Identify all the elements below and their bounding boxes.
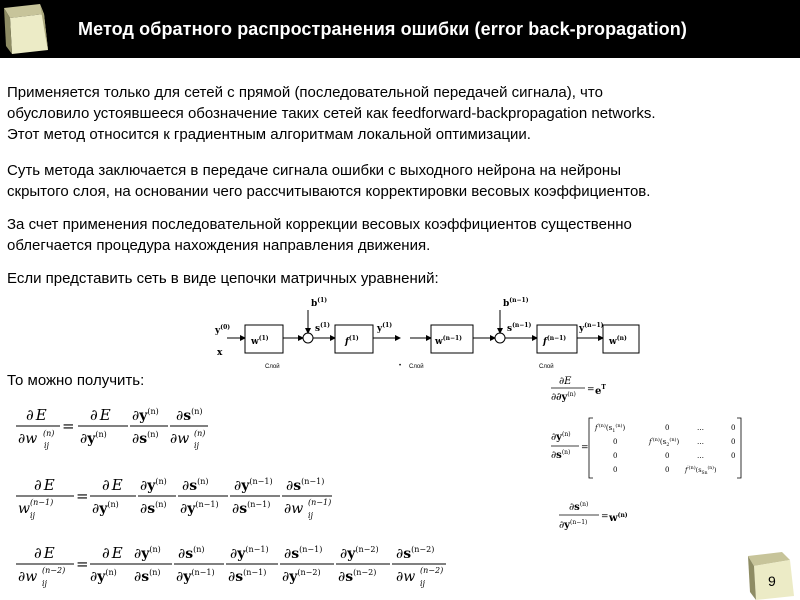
svg-text:∂y(n): $\partial y^{(n)}$ <box>134 545 161 562</box>
svg-text:(n−1): (n−1) <box>30 498 54 507</box>
svg-text:f′(n)(sSn(n)): $f^{'(n)}(s_{Sn}^{(n)})$ <box>685 465 717 476</box>
svg-text:=: = <box>587 385 595 395</box>
svg-text:Слой: Слой <box>265 364 280 370</box>
svg-text:(n−2): (n−2) <box>420 566 444 575</box>
svg-text:∂E: ∂E <box>559 376 572 387</box>
cube-logo-icon <box>0 0 60 58</box>
svg-text:(n): (n) <box>194 429 206 438</box>
svg-text:…: … <box>697 438 704 446</box>
formula-de-dy <box>551 376 606 403</box>
svg-text:∂y(n−1): $\partial y^{(n-1)}$ <box>176 568 215 585</box>
svg-text:(n−2): (n−2) <box>42 566 66 575</box>
svg-text:(n): (n) <box>43 429 55 438</box>
svg-text:0: 0 <box>613 452 618 460</box>
formula-row-1 <box>16 406 208 450</box>
network-diagram <box>205 292 645 372</box>
paragraph-1: Применяется только для сетей с прямой (последовательной передачей сигнала), что обусловило устоявшееся обозначение таких сетей как feedforward-backpropagation networks. Этот метод относится к градиентным алгоритмам локальной оптимизации. <box>7 84 656 143</box>
svg-text:Слой: Слой <box>409 364 424 370</box>
gradient-formulas <box>10 398 460 593</box>
svg-text:b(n−1): $b^{(n-1)}$ <box>503 297 529 309</box>
svg-text:eT: $e^T$ <box>595 384 606 397</box>
svg-text:f(1): $f^{(1)}$ <box>345 335 359 347</box>
svg-text:∂E: ∂ E <box>90 406 111 424</box>
svg-text:s(n−1): $s^{(n-1)}$ <box>507 322 532 334</box>
formula-row-3 <box>16 544 446 588</box>
svg-text:w(n): $w^{(n)}$ <box>609 335 627 347</box>
paragraph-2: Суть метода заключается в передаче сигнала ошибки с выходного нейрона на нейроны скрытого слоя, на основании чего рассчитываются корректировки весовых коэффициентов. <box>7 162 651 200</box>
svg-text:∂s(n): $\partial s^{(n)}$ <box>178 545 205 562</box>
page-number: 9 <box>768 573 776 589</box>
svg-text:∂w: ∂w <box>170 431 190 447</box>
svg-text:s(1): $s^{(1)}$ <box>315 322 330 334</box>
svg-text:ij: ij <box>44 441 50 450</box>
svg-text:∂s(n): $\partial s^{(n)}$ <box>551 449 571 461</box>
svg-text:0: 0 <box>731 438 736 446</box>
svg-text:∂w: ∂w <box>18 431 38 447</box>
slide-title: Метод обратного распространения ошибки (error back-propagation) <box>78 19 687 39</box>
svg-text:Слой: Слой <box>539 364 554 370</box>
svg-text:f(n−1): $f^{(n-1)}$ <box>543 335 567 347</box>
svg-text:ij: ij <box>420 579 426 588</box>
svg-text:∂y(n−2): $\partial y^{(n-2)}$ <box>282 568 321 585</box>
svg-text:=: = <box>581 443 589 453</box>
svg-text:∂y(n): $\partial y^{(n)}$ <box>80 430 107 447</box>
svg-text:∂E: ∂ E <box>26 406 47 424</box>
svg-text:∂y(n): $\partial y^{(n)}$ <box>90 568 117 585</box>
svg-text:∂y(n): $\partial y^{(n)}$ <box>132 407 159 424</box>
svg-text:f′(n)(s2(n)): $f^{'(n)}(s_2^{(n)})$ <box>649 437 680 448</box>
svg-text:(n−1): (n−1) <box>308 498 332 507</box>
svg-text:b(1): $b^{(1)}$ <box>311 297 328 309</box>
svg-text:y(1): $y^{(1)}$ <box>377 322 393 334</box>
svg-text:f′(n)(s1(n)): $f^{'(n)}(s_1^{(n)})$ <box>595 423 626 434</box>
svg-text:∂∂y(n): $\partial\partial y^{(n)}$ <box>551 391 576 403</box>
svg-text:…: … <box>697 452 704 460</box>
formula-row-2 <box>16 476 332 520</box>
svg-text:w(1): $w^{(1)}$ <box>251 335 269 347</box>
formula-ds-dy <box>559 501 628 531</box>
svg-text:∂y(n−1): $\partial y^{(n-1)}$ <box>230 545 269 562</box>
svg-text:∂y(n−1): $\partial y^{(n-1)}$ <box>559 519 588 531</box>
formula-dy-ds <box>551 418 741 478</box>
svg-text:∂E: ∂ E <box>34 476 55 494</box>
paragraph-3: За счет применения последовательной коррекции весовых коэффициентов существенно облегчается процедура нахождения направления движения. <box>7 216 632 254</box>
svg-text:x: x <box>217 348 223 358</box>
svg-text:•: • <box>399 363 402 369</box>
svg-text:y(n−1): $y^{(n-1)}$ <box>579 322 604 334</box>
svg-text:0: 0 <box>665 424 670 432</box>
svg-text:∂y(n): $\partial y^{(n)}$ <box>551 431 571 443</box>
svg-text:∂s(n−1): $\partial s^{(n-1)}$ <box>228 568 267 585</box>
svg-text:∂E: ∂ E <box>102 476 123 494</box>
svg-text:y(0): $y^{(0)}$ <box>215 324 231 336</box>
svg-text:∂y(n−1): $\partial y^{(n-1)}$ <box>234 477 273 494</box>
derivative-formulas <box>545 372 795 537</box>
svg-text:∂s(n−2): $\partial s^{(n-2)}$ <box>338 568 377 585</box>
svg-text:∂w: ∂w <box>284 501 304 517</box>
svg-text:ij: ij <box>308 511 314 520</box>
svg-text:0: 0 <box>731 452 736 460</box>
paragraph-4: Если представить сеть в виде цепочки матричных уравнений: <box>7 270 439 287</box>
svg-text:∂s(n): $\partial s^{(n)}$ <box>140 500 167 517</box>
svg-text:w(n−1): $w^{(n-1)}$ <box>435 335 462 347</box>
svg-text:0: 0 <box>665 452 670 460</box>
svg-text:∂w: ∂w <box>396 569 416 585</box>
svg-text:∂s(n): $\partial s^{(n)}$ <box>176 407 203 424</box>
svg-text:∂E: ∂ E <box>102 544 123 562</box>
svg-text:…: … <box>697 424 704 432</box>
slide-header <box>0 0 800 58</box>
svg-text:=: = <box>76 555 89 573</box>
svg-text:∂y(n−2): $\partial y^{(n-2)}$ <box>340 545 379 562</box>
svg-text:0: 0 <box>613 466 618 474</box>
svg-text:∂s(n−1): $\partial s^{(n-1)}$ <box>286 477 325 494</box>
svg-text:∂s(n): $\partial s^{(n)}$ <box>182 477 209 494</box>
svg-text:∂y(n): $\partial y^{(n)}$ <box>92 500 119 517</box>
svg-text:∂s(n−1): $\partial s^{(n-1)}$ <box>232 500 271 517</box>
svg-text:∂y(n−1): $\partial y^{(n-1)}$ <box>180 500 219 517</box>
svg-text:0: 0 <box>665 466 670 474</box>
svg-text:ij: ij <box>30 511 36 520</box>
svg-text:∂y(n): $\partial y^{(n)}$ <box>140 477 167 494</box>
svg-text:w(n): $w^{(n)}$ <box>609 512 628 524</box>
svg-text:∂E: ∂ E <box>34 544 55 562</box>
svg-text:w: w <box>18 501 30 517</box>
page-number-cube <box>730 548 800 600</box>
svg-text:∂s(n): $\partial s^{(n)}$ <box>132 430 159 447</box>
svg-text:∂s(n): $\partial s^{(n)}$ <box>134 568 161 585</box>
svg-text:ij: ij <box>194 441 200 450</box>
svg-text:∂s(n−2): $\partial s^{(n-2)}$ <box>396 545 435 562</box>
svg-text:ij: ij <box>42 579 48 588</box>
result-label: То можно получить: <box>7 372 145 389</box>
svg-text:=: = <box>62 417 75 435</box>
svg-text:∂s(n−1): $\partial s^{(n-1)}$ <box>284 545 323 562</box>
svg-text:=: = <box>601 512 609 522</box>
svg-text:0: 0 <box>731 424 736 432</box>
svg-text:∂w: ∂w <box>18 569 38 585</box>
svg-text:0: 0 <box>613 438 618 446</box>
svg-text:∂s(n): $\partial s^{(n)}$ <box>569 501 589 513</box>
svg-text:=: = <box>76 487 89 505</box>
